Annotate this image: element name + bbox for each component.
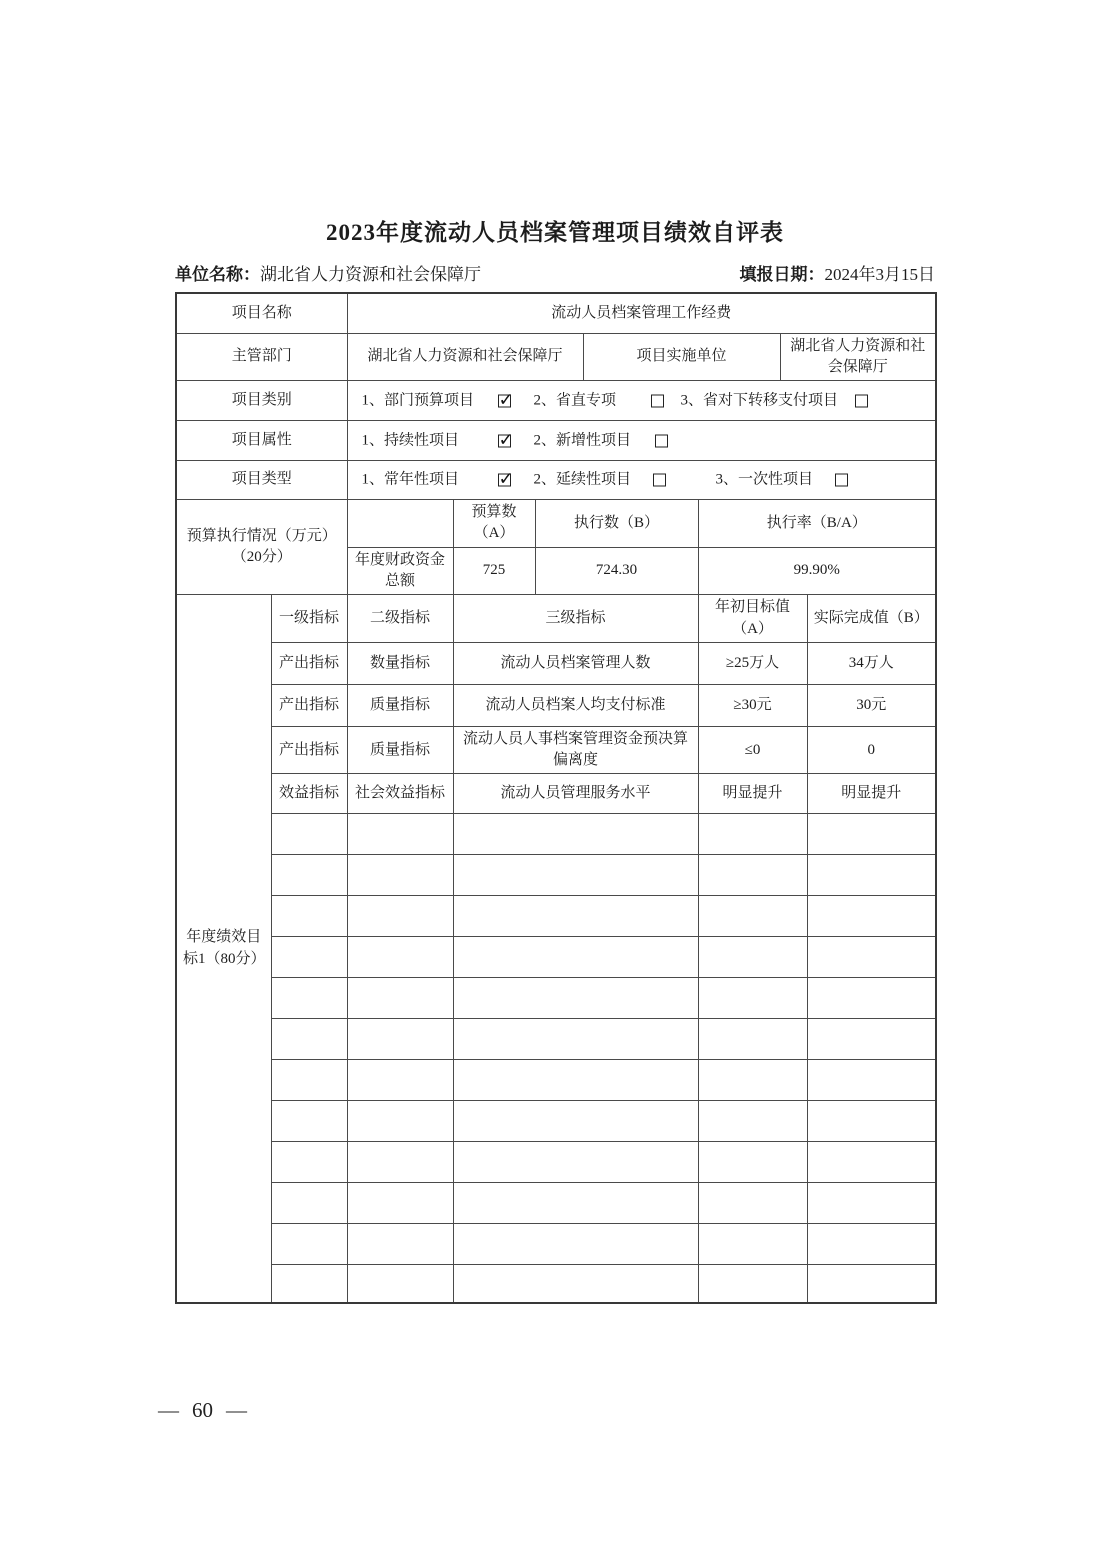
empty-cell xyxy=(347,855,453,896)
empty-cell xyxy=(807,896,936,937)
table-row xyxy=(176,855,936,896)
empty-cell xyxy=(453,1060,698,1101)
checkbox-icon xyxy=(651,394,664,407)
empty-cell xyxy=(453,855,698,896)
budget-header-b: 执行数（B） xyxy=(535,500,698,548)
empty-cell xyxy=(347,814,453,855)
empty-cell xyxy=(807,855,936,896)
type-option-3-label: 3、一次性项目 xyxy=(715,471,814,488)
empty-cell xyxy=(698,814,807,855)
empty-cell xyxy=(347,937,453,978)
indicator-header-l1: 一级指标 xyxy=(271,595,347,643)
indicator-l1: 产出指标 xyxy=(271,642,347,684)
empty-cell xyxy=(807,814,936,855)
indicator-header-target: 年初目标值（A） xyxy=(698,595,807,643)
empty-cell xyxy=(347,1060,453,1101)
table-row xyxy=(176,896,936,937)
indicator-actual: 30元 xyxy=(807,684,936,726)
empty-cell xyxy=(698,978,807,1019)
empty-cell xyxy=(807,1060,936,1101)
checkbox-checked-icon xyxy=(498,394,511,407)
empty-cell xyxy=(807,1101,936,1142)
table-row xyxy=(176,1265,936,1303)
project-name-label: 项目名称 xyxy=(176,293,347,333)
empty-cell xyxy=(698,896,807,937)
table-row xyxy=(176,774,936,814)
empty-cell xyxy=(271,896,347,937)
category-option-3-label: 3、省对下转移支付项目 xyxy=(680,391,839,408)
table-row xyxy=(176,814,936,855)
empty-cell xyxy=(698,937,807,978)
empty-cell xyxy=(347,1142,453,1183)
table-row xyxy=(176,684,936,726)
empty-cell xyxy=(271,1183,347,1224)
unit-name-label: 单位名称： xyxy=(175,265,260,284)
empty-cell xyxy=(347,1019,453,1060)
empty-cell xyxy=(271,1265,347,1303)
empty-cell xyxy=(347,1265,453,1303)
budget-header-a: 预算数（A） xyxy=(453,500,535,548)
type-option-2-label: 2、延续性项目 xyxy=(533,471,632,488)
empty-cell xyxy=(347,1101,453,1142)
dept-value: 湖北省人力资源和社会保障厅 xyxy=(347,333,583,381)
empty-cell xyxy=(347,1183,453,1224)
empty-cell xyxy=(698,1265,807,1303)
empty-cell xyxy=(271,1060,347,1101)
table-row xyxy=(176,500,936,548)
empty-cell xyxy=(271,1019,347,1060)
table-row xyxy=(176,1101,936,1142)
empty-cell xyxy=(347,896,453,937)
table-row xyxy=(176,595,936,643)
empty-cell xyxy=(453,814,698,855)
indicator-l1: 产出指标 xyxy=(271,726,347,774)
category-option-2-label: 2、省直专项 xyxy=(533,391,617,408)
indicator-actual: 明显提升 xyxy=(807,774,936,814)
category-label: 项目类别 xyxy=(176,381,347,421)
budget-blank-cell xyxy=(347,500,453,548)
empty-cell xyxy=(453,978,698,1019)
empty-cell xyxy=(807,1224,936,1265)
empty-cell xyxy=(698,1101,807,1142)
empty-cell xyxy=(271,1142,347,1183)
table-row xyxy=(176,1060,936,1101)
empty-cell xyxy=(698,1019,807,1060)
empty-cell xyxy=(453,896,698,937)
report-date xyxy=(740,260,936,285)
attribute-option-2-label: 2、新增性项目 xyxy=(533,431,632,448)
indicator-header-l2: 二级指标 xyxy=(347,595,453,643)
table-row xyxy=(176,1224,936,1265)
checkbox-icon xyxy=(855,394,868,407)
attribute-label: 项目属性 xyxy=(176,421,347,461)
type-option-1-label: 1、常年性项目 xyxy=(361,471,460,488)
table-row xyxy=(176,381,936,421)
page-number xyxy=(158,1398,247,1423)
indicator-actual: 34万人 xyxy=(807,642,936,684)
page-number-right-dash: — xyxy=(226,1398,247,1422)
page-title: 2023年度流动人员档案管理项目绩效自评表 xyxy=(326,220,784,245)
empty-cell xyxy=(698,1183,807,1224)
indicator-l3: 流动人员档案管理人数 xyxy=(453,642,698,684)
empty-cell xyxy=(807,1183,936,1224)
empty-cell xyxy=(698,1060,807,1101)
type-options-cell xyxy=(347,461,936,500)
table-row xyxy=(176,978,936,1019)
table-row xyxy=(176,937,936,978)
budget-section-label: 预算执行情况（万元）（20分） xyxy=(176,500,347,595)
table-row xyxy=(176,333,936,381)
indicator-l1: 产出指标 xyxy=(271,684,347,726)
info-line xyxy=(175,260,935,285)
indicator-l2: 社会效益指标 xyxy=(347,774,453,814)
empty-cell xyxy=(453,1019,698,1060)
checkbox-checked-icon xyxy=(498,474,511,487)
empty-cell xyxy=(453,1101,698,1142)
table-row xyxy=(176,461,936,500)
checkbox-checked-icon xyxy=(498,434,511,447)
indicator-l2: 质量指标 xyxy=(347,684,453,726)
budget-header-rate: 执行率（B/A） xyxy=(698,500,936,548)
type-label: 项目类型 xyxy=(176,461,347,500)
table-row xyxy=(176,726,936,774)
empty-cell xyxy=(271,1224,347,1265)
indicator-actual: 0 xyxy=(807,726,936,774)
budget-row-label: 年度财政资金总额 xyxy=(347,547,453,595)
checkbox-icon xyxy=(653,474,666,487)
attribute-options-cell xyxy=(347,421,936,461)
budget-value-b: 724.30 xyxy=(535,547,698,595)
indicator-l3: 流动人员人事档案管理资金预决算偏离度 xyxy=(453,726,698,774)
empty-cell xyxy=(453,937,698,978)
self-eval-table xyxy=(175,292,937,1304)
indicator-l1: 效益指标 xyxy=(271,774,347,814)
indicator-target: 明显提升 xyxy=(698,774,807,814)
empty-cell xyxy=(453,1142,698,1183)
empty-cell xyxy=(271,1101,347,1142)
empty-cell xyxy=(698,1224,807,1265)
indicator-l2: 质量指标 xyxy=(347,726,453,774)
empty-cell xyxy=(271,937,347,978)
table-row xyxy=(176,1019,936,1060)
empty-cell xyxy=(807,1142,936,1183)
table-row xyxy=(176,421,936,461)
budget-value-rate: 99.90% xyxy=(698,547,936,595)
indicator-target: ≤0 xyxy=(698,726,807,774)
empty-cell xyxy=(807,1265,936,1303)
project-name-value: 流动人员档案管理工作经费 xyxy=(347,293,936,333)
impl-unit-label: 项目实施单位 xyxy=(583,333,780,381)
empty-cell xyxy=(347,978,453,1019)
indicator-target: ≥25万人 xyxy=(698,642,807,684)
checkbox-icon xyxy=(655,434,668,447)
annual-goal-label: 年度绩效目标1（80分） xyxy=(176,595,271,1303)
page-number-left-dash: — xyxy=(158,1398,179,1422)
category-options-cell xyxy=(347,381,936,421)
budget-value-a: 725 xyxy=(453,547,535,595)
impl-unit-value: 湖北省人力资源和社会保障厅 xyxy=(780,333,936,381)
indicator-target: ≥30元 xyxy=(698,684,807,726)
indicator-l3: 流动人员管理服务水平 xyxy=(453,774,698,814)
empty-cell xyxy=(698,1142,807,1183)
unit-name xyxy=(175,260,481,285)
indicator-header-l3: 三级指标 xyxy=(453,595,698,643)
table-row xyxy=(176,1142,936,1183)
empty-cell xyxy=(453,1224,698,1265)
empty-cell xyxy=(271,855,347,896)
indicator-l3: 流动人员档案人均支付标准 xyxy=(453,684,698,726)
attribute-option-1-label: 1、持续性项目 xyxy=(361,431,460,448)
unit-name-value: 湖北省人力资源和社会保障厅 xyxy=(260,265,481,284)
empty-cell xyxy=(807,978,936,1019)
dept-label: 主管部门 xyxy=(176,333,347,381)
indicator-header-actual: 实际完成值（B） xyxy=(807,595,936,643)
report-date-value: 2024年3月15日 xyxy=(824,265,935,284)
empty-cell xyxy=(698,855,807,896)
indicator-l2: 数量指标 xyxy=(347,642,453,684)
empty-cell xyxy=(453,1265,698,1303)
empty-cell xyxy=(271,978,347,1019)
category-option-1-label: 1、部门预算项目 xyxy=(361,391,475,408)
empty-cell xyxy=(807,937,936,978)
checkbox-icon xyxy=(835,474,848,487)
empty-cell xyxy=(347,1224,453,1265)
report-date-label: 填报日期： xyxy=(739,265,825,284)
empty-cell xyxy=(271,814,347,855)
table-row xyxy=(176,1183,936,1224)
page-number-value: 60 xyxy=(192,1398,213,1422)
empty-cell xyxy=(453,1183,698,1224)
table-row xyxy=(176,642,936,684)
table-row xyxy=(176,293,936,333)
empty-cell xyxy=(807,1019,936,1060)
